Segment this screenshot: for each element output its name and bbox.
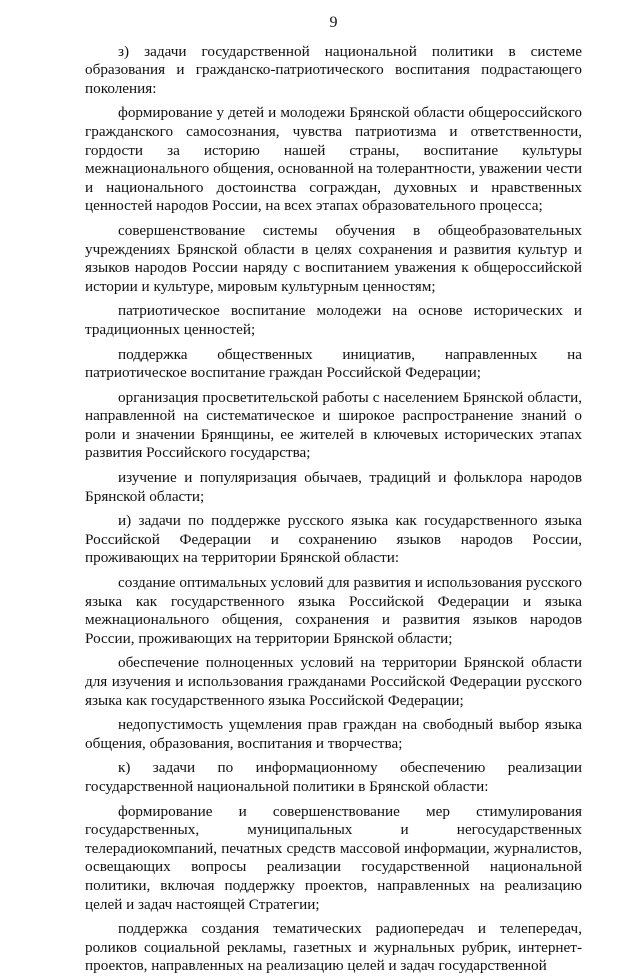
paragraph: организация просветительской работы с населением Брянской области, направленной на систематическое и широкое распространение знаний о роли и значении Брянщины, ее жителей в ключевых исторических этапах развития Российского государства; [85,388,582,462]
paragraph: формирование и совершенствование мер стимулирования государственных, муниципальных и негосударственных телерадиокомпаний, печатных средств массовой информации, журналистов, освещающих вопросы реализации государственной национальной политики, включая поддержку проектов, направленных на реализацию целей и задач настоящей Стратегии; [85,802,582,913]
paragraph: патриотическое воспитание молодежи на основе исторических и традиционных ценностей; [85,302,582,338]
paragraph: поддержка создания тематических радиопередач и телепередач, роликов социальной рекламы, газетных и журнальных рубрик, интернет-проектов, направленных на реализацию целей и задач государственной [85,920,582,975]
paragraph-k-heading: к) задачи по информационному обеспечению реализации государственной национальной политики в Брянской области: [85,759,582,795]
paragraph-z-heading: з) задачи государственной национальной политики в системе образования и гражданско-патриотического воспитания подрастающего поколения: [85,42,582,97]
paragraph: формирование у детей и молодежи Брянской области общероссийского гражданского самосознания, чувства патриотизма и ответственности, гордости за историю нашей страны, воспитание культуры межнационального общения, основанной на толерантности, уважении чести и национального достоинства сограждан, духовных и нравственных ценностей народов России, на всех этапах образовательного процесса; [85,104,582,215]
paragraph: поддержка общественных инициатив, направленных на патриотическое воспитание граждан Российской Федерации; [85,345,582,382]
paragraph: совершенствование системы обучения в общеобразовательных учреждениях Брянской области в целях сохранения и развития культур и языков народов России наряду с воспитанием уважения к общероссийской истории и культуре, мировым культурным ценностям; [85,221,582,295]
paragraph: изучение и популяризация обычаев, традиций и фольклора народов Брянской области; [85,469,582,505]
paragraph: обеспечение полноценных условий на территории Брянской области для изучения и использования гражданами Российской Федерации русского языка как государственного языка Российской Федерации; [85,654,582,709]
paragraph: создание оптимальных условий для развития и использования русского языка как государственного языка Российской Федерации и языка межнационального общения, сохранения и развития языков народов России, проживающих на территории Брянской области; [85,574,582,647]
page-number: 9 [329,14,338,31]
paragraph: недопустимость ущемления прав граждан на свободный выбор языка общения, образования, воспитания и творчества; [85,716,582,752]
paragraph-i-heading: и) задачи по поддержке русского языка как государственного языка Российской Федерации и сохранению языков народов России, проживающих на территории Брянской области: [85,512,582,567]
